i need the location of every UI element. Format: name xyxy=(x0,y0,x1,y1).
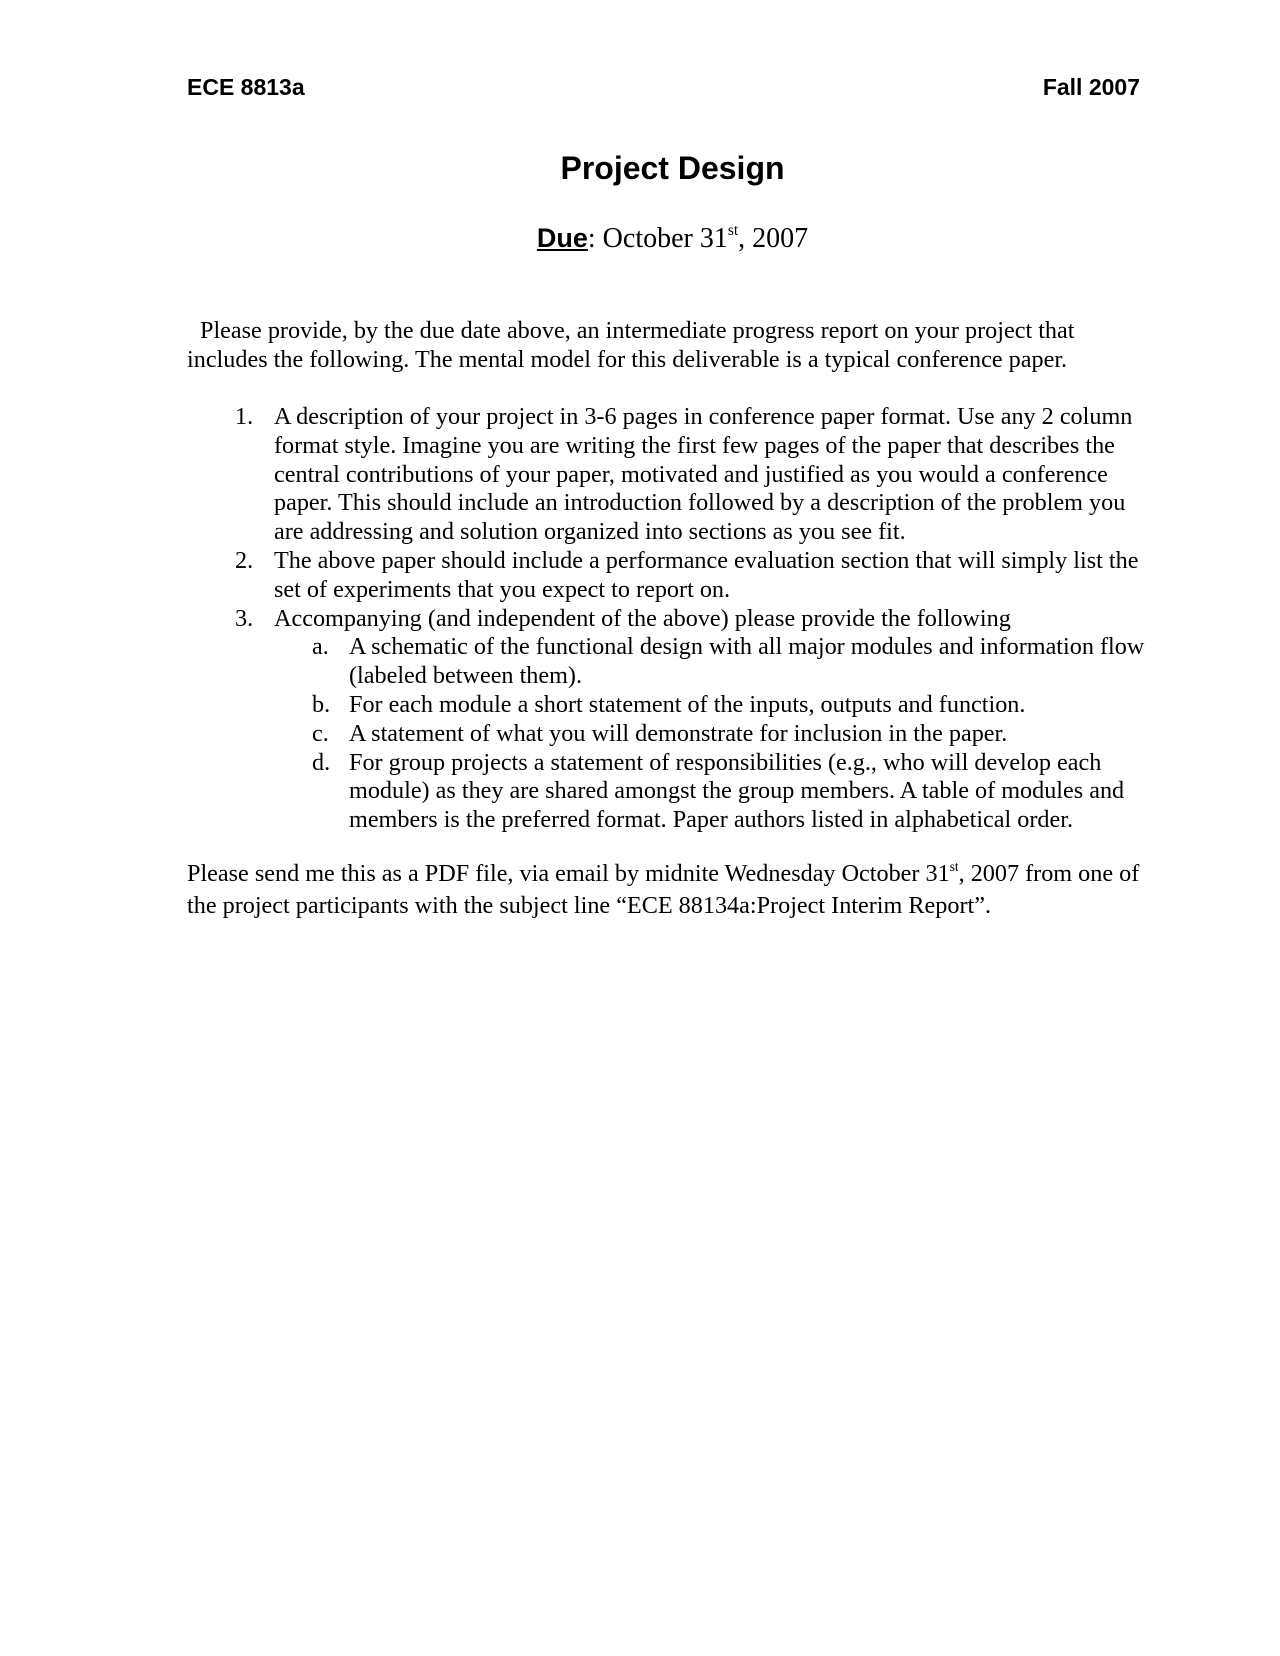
sub-item-c xyxy=(274,720,1157,749)
sub-item-text: A statement of what you will demonstrate for inclusion in the paper. xyxy=(349,719,1008,747)
closing-text-part-2: , 2007 from one of the project participants with the subject line “ECE 88134a:Project Interim Report”. xyxy=(187,860,1140,919)
closing-paragraph xyxy=(187,860,1167,921)
term: Fall 2007 xyxy=(1042,74,1140,100)
sub-item-text: For each module a short statement of the inputs, outputs and function. xyxy=(349,690,1026,718)
due-separator: : xyxy=(587,223,603,254)
sub-item-b xyxy=(274,691,1157,720)
sub-item-d xyxy=(274,749,1157,835)
list-item-text: Accompanying (and independent of the above) please provide the following xyxy=(274,604,1011,632)
due-date-main: October 31 xyxy=(602,223,728,254)
due-date-line xyxy=(0,218,1280,263)
list-item-1 xyxy=(187,403,1157,547)
sub-item-text: A schematic of the functional design with all major modules and information flow (labeled between them). xyxy=(349,633,1145,690)
intro-paragraph xyxy=(187,317,1147,375)
intro-line-2: includes the following. The mental model for this deliverable is a typical conference paper. xyxy=(187,345,1068,373)
due-date-year: , 2007 xyxy=(738,223,809,254)
sub-item-letter: a. xyxy=(312,633,329,661)
page-title: Project Design xyxy=(560,150,785,186)
list-item-3 xyxy=(187,605,1157,835)
sub-item-letter: c. xyxy=(312,719,329,747)
sub-item-a xyxy=(274,633,1157,691)
sub-item-text: For group projects a statement of responsibilities (e.g., who will develop each module) as they are shared amongst the group members. A table of modules and members is the preferred format. Paper authors listed in alphabetical order. xyxy=(349,748,1125,834)
sub-item-letter: b. xyxy=(312,690,331,718)
list-item-number: 2. xyxy=(235,546,254,574)
due-date-superscript: st xyxy=(727,222,739,240)
list-item-2 xyxy=(187,547,1157,605)
requirements-list xyxy=(187,403,1157,835)
list-item-text: The above paper should include a performance evaluation section that will simply list the set of experiments that you expect to report on. xyxy=(274,546,1139,603)
list-item-number: 1. xyxy=(235,403,254,430)
closing-text-part-1: Please send me this as a PDF file, via email by midnite Wednesday October 31 xyxy=(187,860,950,887)
list-item-number: 3. xyxy=(235,604,254,632)
course-code: ECE 8813a xyxy=(187,74,305,100)
list-item-text: A description of your project in 3-6 pages in conference paper format. Use any 2 column format style. Imagine you are writing the first few pages of the paper that describes the central contributions of your paper, motivated and justified as you would a conference paper. This should include an introduction followed by a description of the problem you are addressing and solution organized into sections as you see fit. xyxy=(274,403,1133,546)
intro-line-1: Please provide, by the due date above, an intermediate progress report on your project that xyxy=(200,317,1075,344)
sub-list xyxy=(274,633,1157,835)
due-label: Due xyxy=(536,223,588,253)
sub-item-letter: d. xyxy=(312,748,331,776)
closing-date-superscript: st xyxy=(949,859,959,875)
